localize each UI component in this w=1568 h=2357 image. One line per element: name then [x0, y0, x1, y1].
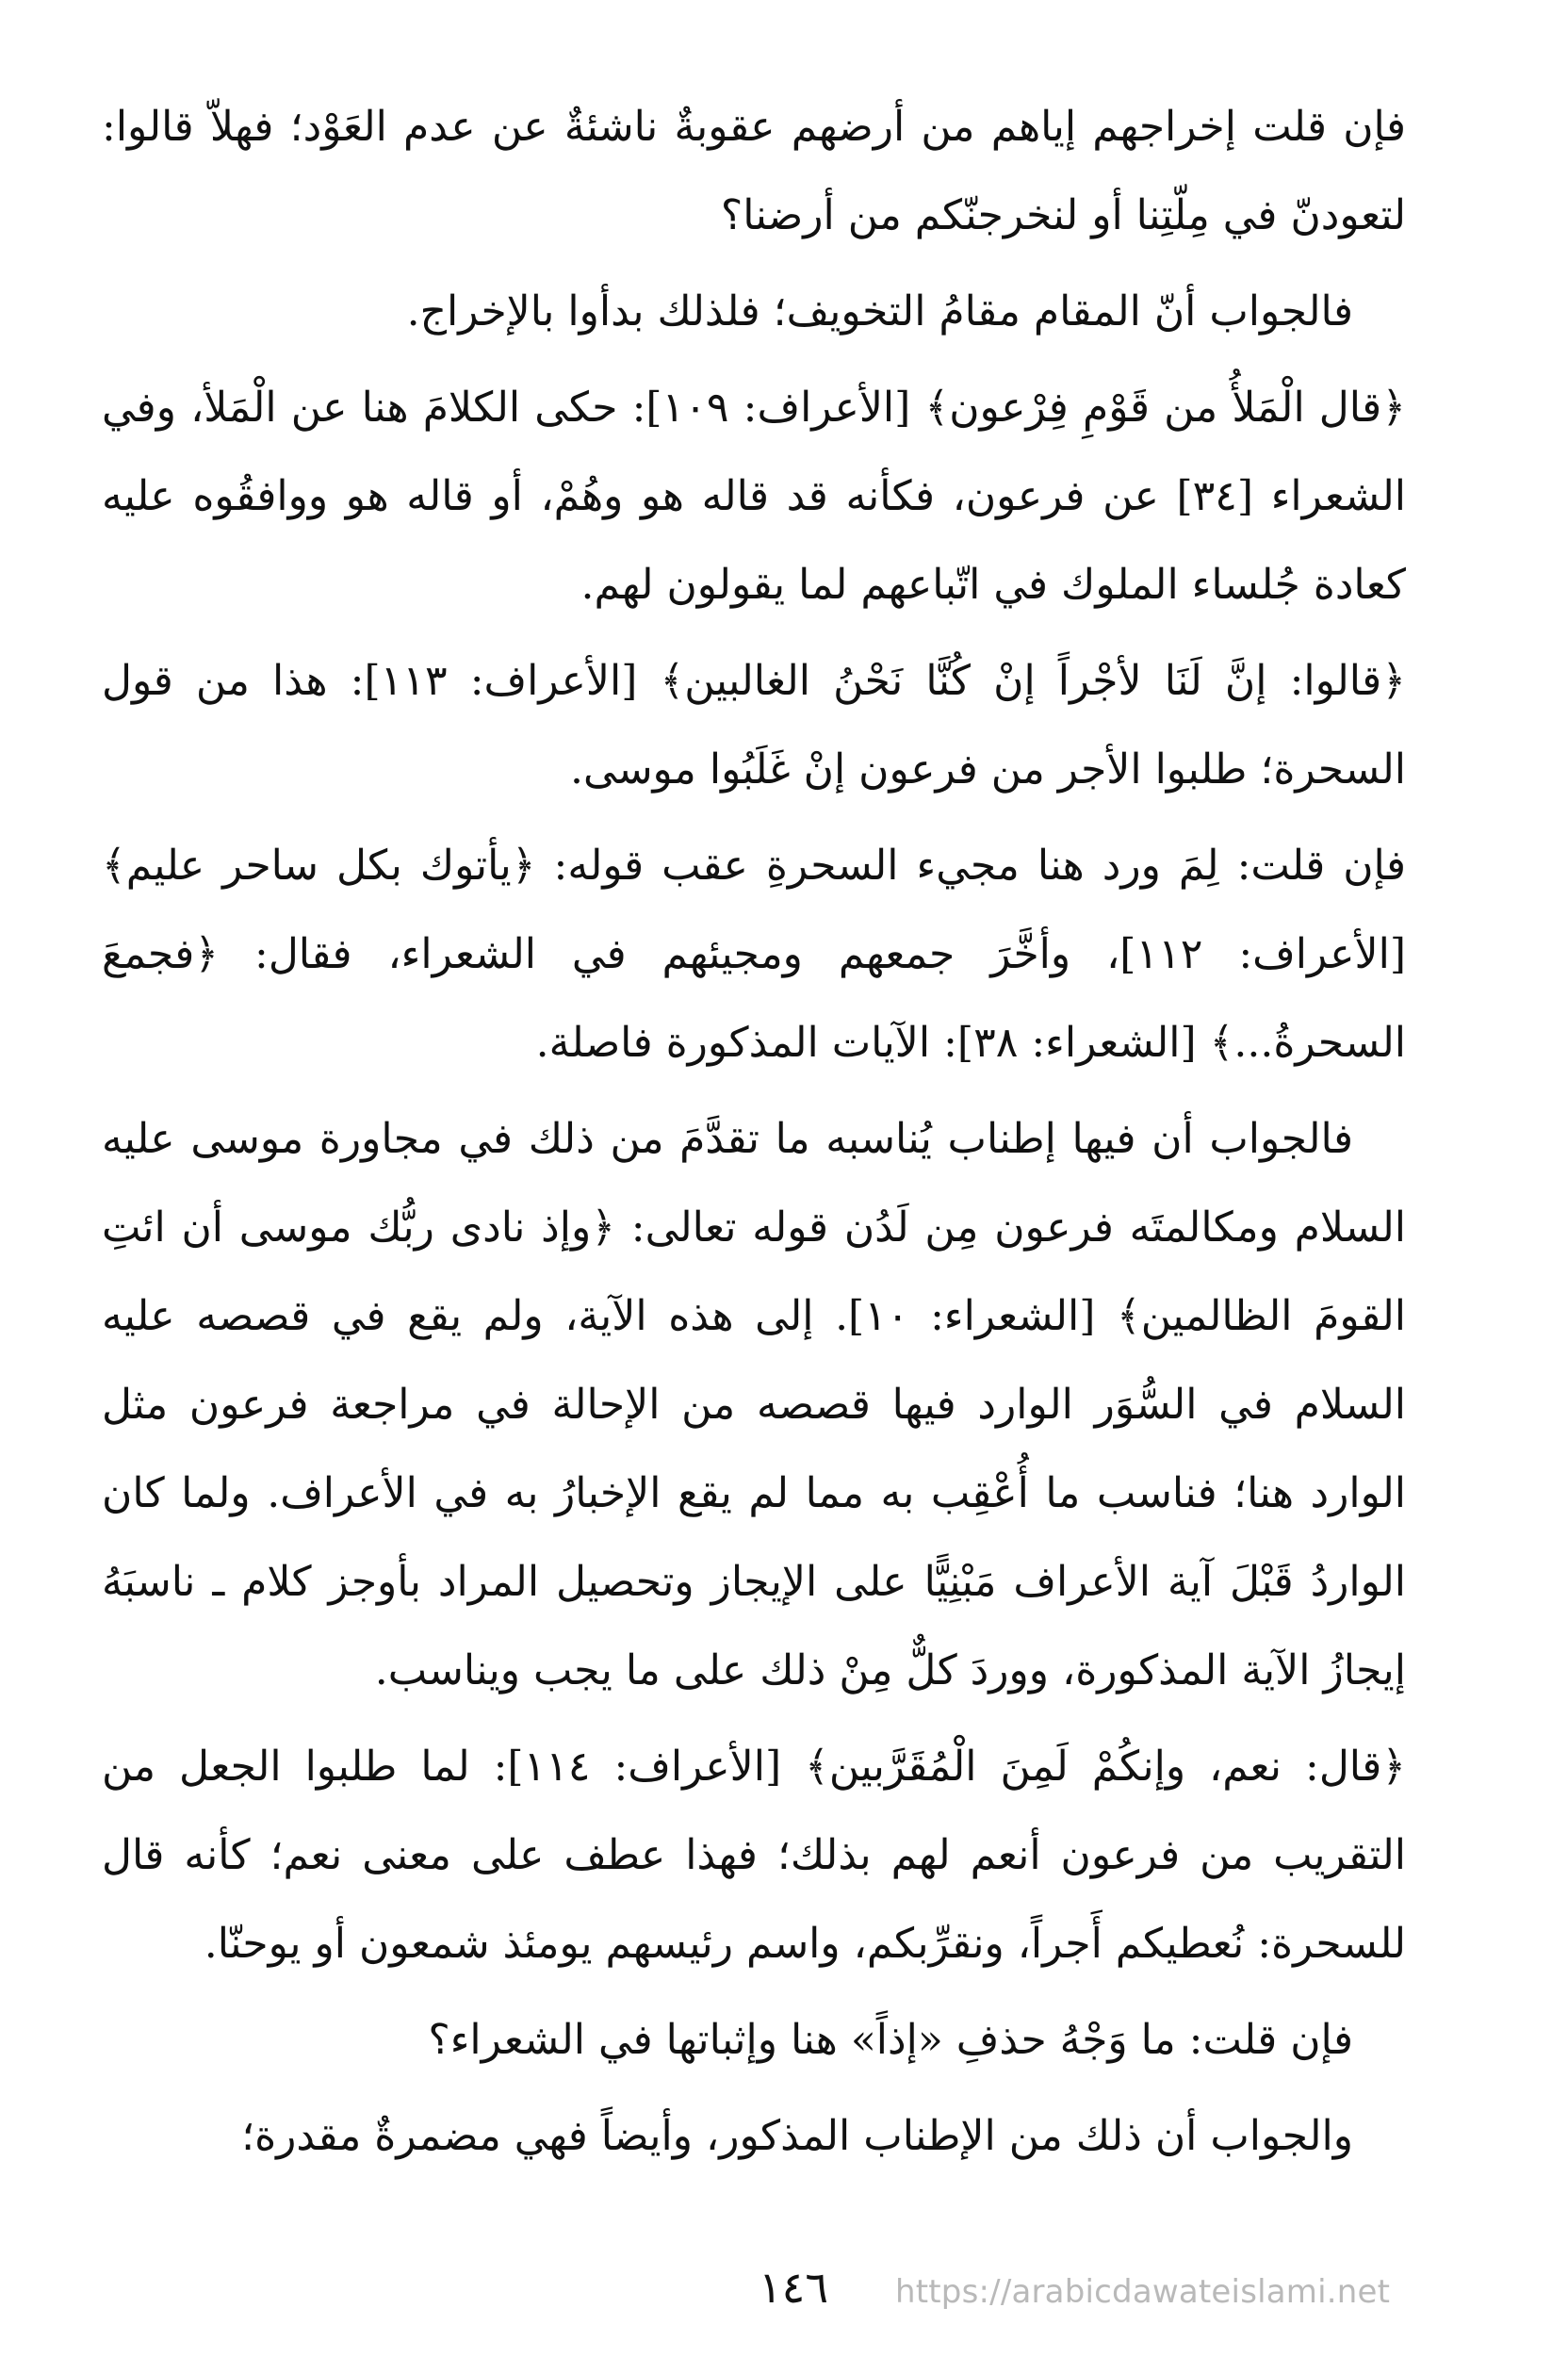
paragraph-verse-113: ﴿قالوا: إنَّ لَنَا لأجْراً إنْ كُنَّا نَحْنُ الغالبين﴾ [الأعراف: ١١٣]: هذا من قول السحرة؛ طلبوا الأجر من فرعون إنْ غَلَبُوا موسى. [102, 657, 1406, 794]
paragraph-question-magicians: فإن قلت: لِمَ ورد هنا مجيء السحرةِ عقب قوله: ﴿يأتوك بكل ساحر عليم﴾ [الأعراف: ١١٢]، وأخَّرَ جمعهم ومجيئهم في الشعراء، فقال: ﴿فجمعَ السحرةُ...﴾ [الشعراء: ٣٨]: الآيات المذكورة فاصلة. [102, 842, 1406, 1067]
paragraph-verse-109: ﴿قال الْمَلأُ من قَوْمِ فِرْعون﴾ [الأعراف: ١٠٩]: حكى الكلامَ هنا عن الْمَلأ، وفي الشعراء [٣٤] عن فرعون، فكأنه قد قاله هو وهُمْ، أو قاله هو ووافقُوه عليه كعادة جُلساء الملوك في اتّباعهم لما يقولون لهم. [102, 384, 1407, 609]
page-number: ١٤٦ [758, 2262, 829, 2313]
paragraph-question-expulsion: فإن قلت إخراجهم إياهم من أرضهم عقوبةٌ ناشئةٌ عن عدم العَوْد؛ فهلاّ قالوا: لتعودنّ في مِلّتِنا أو لنخرجنّكم من أرضنا؟ [102, 103, 1406, 239]
paragraph-answer-elaboration: فالجواب أن فيها إطناب يُناسبه ما تقدَّمَ من ذلك في مجاورة موسى عليه السلام ومكالمتَه فرعون مِن لَدُن قوله تعالى: ﴿وإذ نادى ربُّك موسى أن ائتِ القومَ الظالمين﴾ [الشعراء: ١٠]. إلى هذه الآية، ولم يقع في قصصه عليه السلام في السُّوَر الوارد فيها قصصه من الإحالة في مراجعة فرعون مثل الوارد هنا؛ فناسب ما أُعْقِب به مما لم يقع الإخبارُ به في الأعراف. ولما كان الواردُ قَبْلَ آية الأعراف مَبْنِيًّا على الإيجاز وتحصيل المراد بأوجز كلام ـ ناسبَهُ إيجازُ الآية المذكورة، ووردَ كلٌّ مِنْ ذلك على ما يجب ويناسب. [102, 1115, 1407, 1694]
page-body-text [102, 83, 1406, 2188]
paragraph-question-idhan: فإن قلت: ما وَجْهُ حذفِ «إذاً» هنا وإثباتها في الشعراء؟ [428, 2016, 1353, 2064]
website-watermark: https://arabicdawateislami.net [895, 2273, 1391, 2311]
paragraph-answer-final: والجواب أن ذلك من الإطناب المذكور، وأيضاً فهي مضمرةٌ مقدرة؛ [241, 2112, 1353, 2160]
paragraph-answer-intimidation: فالجواب أنّ المقام مقامُ التخويف؛ فلذلك بدأوا بالإخراج. [406, 287, 1353, 336]
paragraph-verse-114: ﴿قال: نعم، وإنكُمْ لَمِنَ الْمُقَرَّبين﴾ [الأعراف: ١١٤]: لما طلبوا الجعل من التقريب من فرعون أنعم لهم بذلك؛ فهذا عطف على معنى نعم؛ كأنه قال للسحرة: نُعطيكم أَجراً، ونقرِّبكم، واسم رئيسهم يومئذ شمعون أو يوحنّا. [102, 1743, 1407, 1968]
